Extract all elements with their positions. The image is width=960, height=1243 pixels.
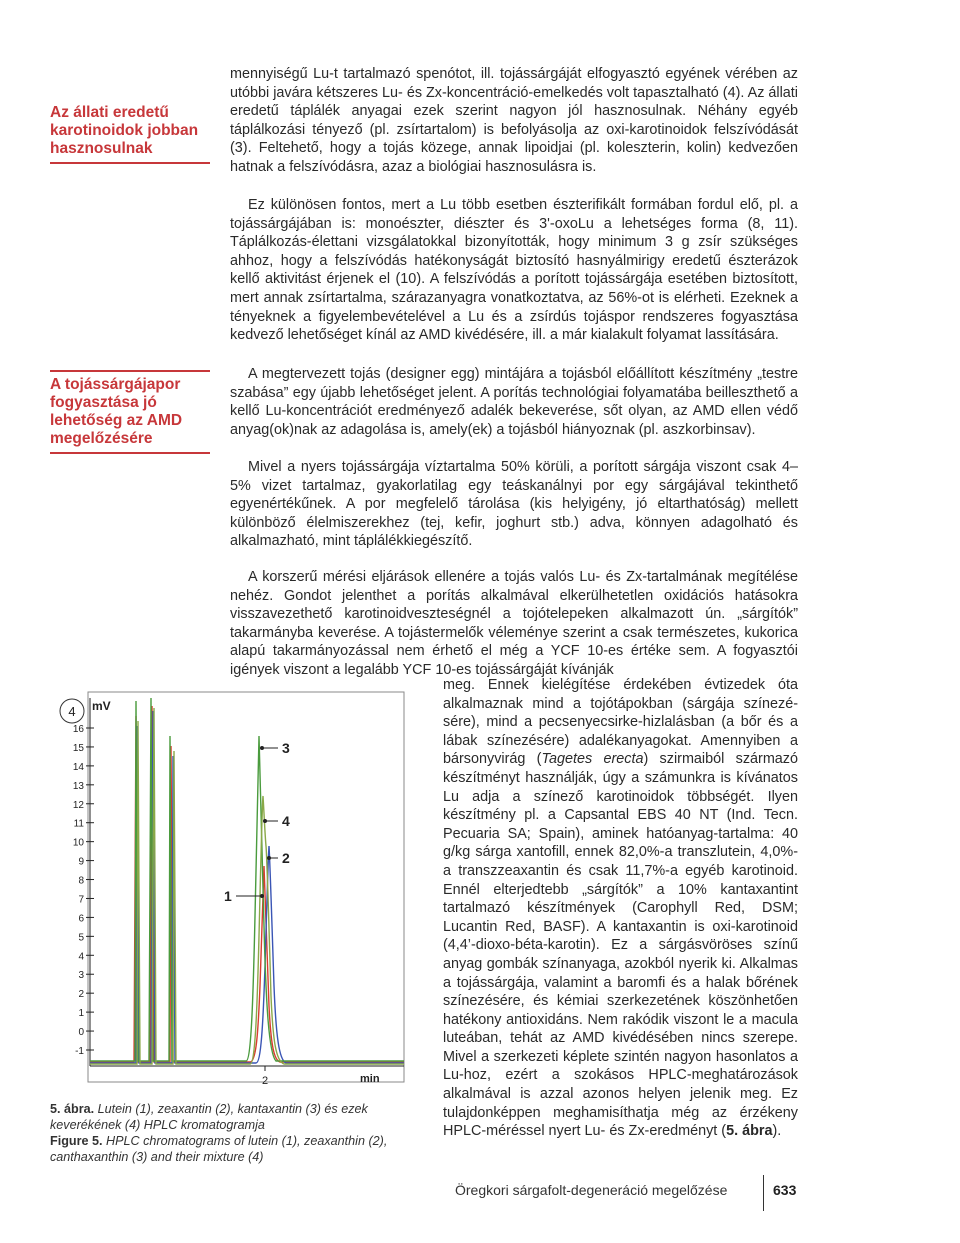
- figure-reference: 5. ábra: [726, 1123, 773, 1140]
- y-tick-label: 3: [78, 970, 84, 982]
- y-tick-label: -1: [75, 1046, 84, 1057]
- body-paragraph: [443, 676, 798, 1141]
- peak-label-4: 4: [282, 813, 290, 829]
- figure-caption-number: 5. ábra.: [50, 1102, 95, 1116]
- y-axis-label: mV: [92, 699, 111, 713]
- sidebar-note-line: hasznosulnak: [50, 140, 153, 157]
- y-tick-label: 9: [78, 856, 84, 868]
- y-tick-label: 16: [72, 724, 84, 735]
- y-tick-label: 5: [78, 932, 84, 944]
- y-tick-label: 1: [78, 1008, 84, 1020]
- body-paragraph: A korszerű mérési eljárások ellenére a tojás valós Lu- és Zx-tartalmának megítélése nehéz. Gondot jelenthet a porítás alkalmával elkerülhetetlen oxidációs hatásokra visszavezethető karotinoidveszteségnél a tojótelepeken alkalmazott ún. „sárgítók” takarmányba keverése. A tojástermelők véleménye szerint a csak természetes, kukorica alapú takarmányozással nem érhető el még a YCF 10-es értéke sem. A fogyasztói igények viszont a legalább YCF 10-es tojássárgáját kívánják: [230, 569, 798, 678]
- peak-leader-dot: [267, 856, 271, 860]
- peak-leader-dot: [260, 746, 264, 750]
- figure-caption-en: [50, 1134, 395, 1165]
- figure-caption-hu: [50, 1102, 395, 1133]
- x-axis-label: min: [360, 1073, 380, 1085]
- x-tick-label: 2: [261, 1075, 269, 1087]
- page-number: 633: [773, 1182, 797, 1198]
- y-axis-ticks: [73, 724, 94, 1057]
- sidebar-note-line: megelőzésére: [50, 430, 153, 447]
- y-tick-label: 6: [78, 913, 84, 925]
- body-paragraph: Mivel a nyers tojássárgája víztartalma 50% körüli, a porított sárgája viszont csak 4–5% vizet tartalmaz, gyakorlatilag egy teáskanálnyi por egy sárgájával tekinthető egyenértékűnek. A por megfelelő tárolása (kis helyigény, jó eltarthatóság) mellett különböző élelmiszerekhez (tej, kefir, joghurt stb.) adva, könnyen adagolható és alkalmazható, mint táplálékkiegészítő.: [230, 459, 798, 550]
- sidebar-note-line: A tojássárgájapor: [50, 376, 181, 393]
- y-tick-label: 12: [72, 799, 84, 811]
- species-name: Tagetes erecta: [541, 751, 644, 768]
- y-tick-label: 15: [72, 742, 84, 754]
- sidebar-note-line: fogyasztása jó: [50, 394, 157, 411]
- y-tick-label: 11: [73, 818, 84, 830]
- peak-leader-dot: [263, 819, 267, 823]
- sidebar-note-animal-origin: [50, 104, 210, 164]
- sidebar-divider: [50, 452, 210, 454]
- body-paragraph: mennyiségű Lu-t tartalmazó spenótot, ill. tojássárgáját elfogyasztó egyének vérében az utóbbi javára kétszeres Lu- és Zx-koncentráció-emelkedés volt tapasztalható (4). Az állati eredetű táplálék anyagai ezek szerint nagyon jól hasznosulnak. Néhány egyéb táplálkozási tényező (pl. zsírtartalom) is befolyásolja az oxi-karotinoidok felszívódását (3). Feltehető, hogy a tojás közege, annak lipoidjai (pl. koleszterin, kolin) kedvezően hatnak a felszívódásra, azaz a biológiai hasznosulásra is.: [230, 66, 798, 175]
- y-tick-label: 8: [78, 875, 84, 887]
- y-tick-label: 13: [72, 780, 84, 792]
- y-tick-label: 4: [78, 951, 84, 963]
- figure-number: 4: [68, 704, 76, 719]
- y-tick-label: 7: [78, 894, 84, 906]
- body-text: ).: [772, 1123, 782, 1140]
- figure-caption-number: Figure 5.: [50, 1134, 103, 1148]
- body-text: meg. Ennek kielégítése érdekében évtizedek óta alkalmaznak mind a tojótápokban (sárgája színezésére), mind a pecsenyecsirke-hizlalásban (a bőr és a lábak színezésére) adalékanyagokat. Amennyiben a bársonyvirág (: [443, 677, 798, 768]
- sidebar-note-line: Az állati eredetű: [50, 104, 169, 121]
- peak-leader-dot: [260, 894, 264, 898]
- figure-caption-text: Lutein (1), zeaxantin (2), kantaxantin (3) és ezek keverékének (4) HPLC kromatogramja: [50, 1102, 368, 1132]
- sidebar-note-line: lehetőség az AMD: [50, 412, 183, 429]
- sidebar-note-line: karotinoidok jobban: [50, 122, 199, 139]
- peak-label-2: 2: [282, 850, 290, 866]
- peak-label-1: 1: [224, 888, 232, 904]
- body-paragraph: Ez különösen fontos, mert a Lu több esetben észterifikált formában fordul elő, pl. a tojássárgájában is: monoészter, diészter és 3'-oxoLu a lehetséges forma (8, 11). Táplálkozás-élettani vizsgálatokkal bizonyították, hogy minimum 3 g zsír szükséges ahhoz, hogy a felszívódás hatékonyságát biztosító hasnyálmirigy eredetű észterázok kellő aktivitást érjenek el (10). A felszívódás a porított tojássárgája esetében biztosított, mert annak zsírtartalma, szárazanyagra vonatkoztatva, az 56%-ot is elérheti. Ezeknek a tényeknek a figyelembevételével a Lu és a zsírdús tojáspor rendszeres fogyasztása kedvező lehetőséget kínál az AMD kivédésére, ill. a már kialakult folyamat lassítására.: [230, 197, 798, 344]
- y-tick-label: 0: [78, 1027, 84, 1039]
- body-text: ) szirmaiból származó készítményt használják, úgy a számunkra is kívánatos Lu adja a színező karotinoidok többségét. Ilyen készítmény pl. a Capsantal EBS 40 NT (Ind. Tecn. Pecuaria SA; Spain), aminek hatóanyag-tartalma: 40 g/kg sárga xantofill, ennek 82,0%-a transzlutein, 4,0%-a transzzeaxantin és csak 11,7%-a egyéb karotinoid. Ennél elterjedtebb „sárgítók” a 10% kantaxantint tartalmazó készítmények (Carophyll Red, DSM; Lucantin Red, BASF). A kantaxantin is oxi-karotinoid (4,4’-dioxo-béta-karotin). Ez a sárgásvöröses színű anyag gombák színanyaga, azokból nyerik ki. Alkalmas a tojássárgája, valamint a baromfi és a halak bőrének színezésére, és kémiai szerkezetének köszönhetően hatékony antioxidáns. Nem rakódik viszont le a macula luteában, tehát az AMD kivédésében nincs szerepe. Mivel a szerkezeti képlete szintén nagyon hasonlatos a Lu-hoz, ezért a szokásos HPLC-meghatározások alkalmával is azzal azonos helyen jelenik meg. Ez tulajdonképpen meghamisíthatja még az érzékeny HPLC-méréssel nyert Lu- és Zx-eredményt (: [443, 751, 799, 1140]
- peak-label-3: 3: [282, 740, 290, 756]
- body-paragraph: A megtervezett tojás (designer egg) mintájára a tojásból előállított készítmény „testre szabása” egy újabb lehetőséget jelent. A porítás technológiai folyamatába beilleszthető a kellő Lu-koncentrációt eredményező adalék bekeverése, sőt olyan, az AMD ellen védő anyag(ok)nak az adagolása is, amely(ek) a tojásból hiányoznak (pl. aszkorbinsav).: [230, 366, 798, 438]
- y-tick-label: 2: [78, 989, 84, 1001]
- sidebar-divider: [50, 370, 210, 372]
- y-tick-label: 10: [72, 837, 84, 849]
- figure-caption-text: HPLC chromatograms of lutein (1), zeaxanthin (2), canthaxanthin (3) and their mixture (4): [50, 1134, 388, 1164]
- running-footer-title: Öregkori sárgafolt-degeneráció megelőzése: [455, 1182, 728, 1198]
- footer-divider: [763, 1175, 764, 1211]
- sidebar-note-egg-powder: [50, 370, 210, 454]
- hplc-chromatogram: [50, 686, 410, 1096]
- sidebar-divider: [50, 162, 210, 164]
- y-tick-label: 14: [72, 761, 84, 773]
